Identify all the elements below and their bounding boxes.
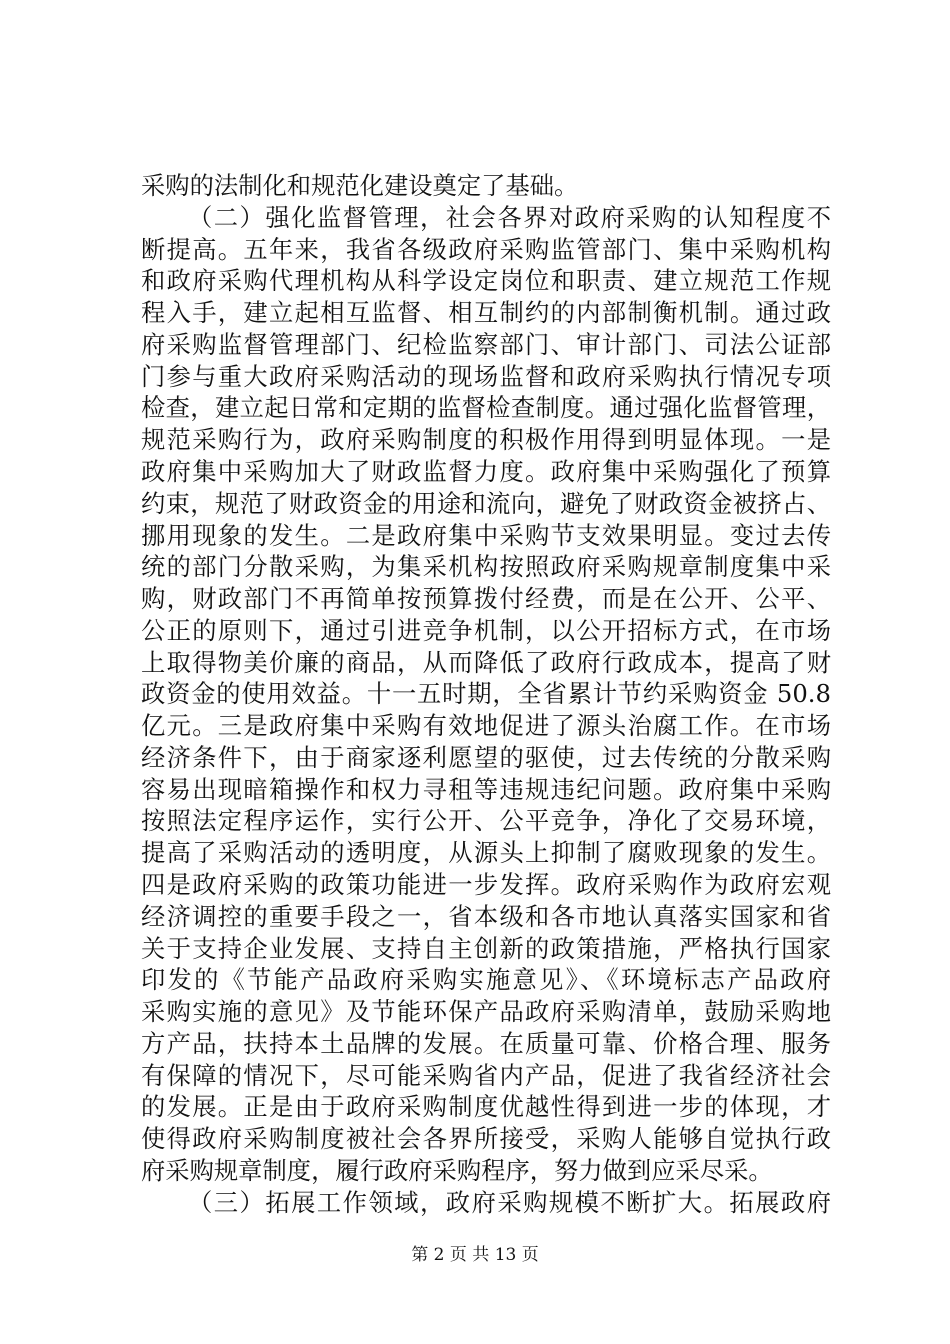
page-number-footer: 第 2 页 共 13 页 <box>411 1245 539 1265</box>
paragraph-3-heading-line: （三）拓展工作领域，政府采购规模不断扩大。拓展政府 <box>188 1188 831 1217</box>
text-line-28: 方产品，扶持本土品牌的发展。在质量可靠、价格合理、服务 <box>141 1029 831 1058</box>
text-line-11: 约束，规范了财政资金的用途和流向，避免了财政资金被挤占、 <box>141 489 831 518</box>
paragraph-2-heading-line: （二）强化监督管理，社会各界对政府采购的认知程度不 <box>188 203 831 232</box>
text-line-26: 印发的《节能产品政府采购实施意见》、《环境标志产品政府 <box>141 965 831 994</box>
text-line-8: 检查，建立起日常和定期的监督检查制度。通过强化监督管理， <box>141 393 831 422</box>
text-line-4: 和政府采购代理机构从科学设定岗位和职责、建立规范工作规 <box>141 266 831 295</box>
text-line-18: 亿元。三是政府集中采购有效地促进了源头治腐工作。在市场 <box>141 711 831 740</box>
text-line-5: 程入手，建立起相互监督、相互制约的内部制衡机制。通过政 <box>141 298 831 327</box>
text-line-16: 上取得物美价廉的商品，从而降低了政府行政成本，提高了财 <box>141 648 831 677</box>
text-line-12: 挪用现象的发生。二是政府集中采购节支效果明显。变过去传 <box>141 521 831 550</box>
text-line-22: 提高了采购活动的透明度，从源头上抑制了腐败现象的发生。 <box>141 838 831 867</box>
text-line-24: 经济调控的重要手段之一，省本级和各市地认真落实国家和省 <box>141 902 831 931</box>
text-line-6: 府采购监督管理部门、纪检监察部门、审计部门、司法公证部 <box>141 330 831 359</box>
text-line-13: 统的部门分散采购，为集采机构按照政府采购规章制度集中采 <box>141 552 831 581</box>
text-line-31: 使得政府采购制度被社会各界所接受，采购人能够自觉执行政 <box>141 1124 831 1153</box>
text-line-32: 府采购规章制度，履行政府采购程序，努力做到应采尽采。 <box>141 1156 773 1185</box>
text-line-9: 规范采购行为，政府采购制度的积极作用得到明显体现。一是 <box>141 425 831 454</box>
text-line-25: 关于支持企业发展、支持自主创新的政策措施，严格执行国家 <box>141 934 831 963</box>
text-line-17: 政资金的使用效益。十一五时期，全省累计节约采购资金 50.8 <box>141 679 831 708</box>
text-line-14: 购，财政部门不再简单按预算拨付经费，而是在公开、公平、 <box>141 584 831 613</box>
text-line-7: 门参与重大政府采购活动的现场监督和政府采购执行情况专项 <box>141 362 831 391</box>
text-line-23: 四是政府采购的政策功能进一步发挥。政府采购作为政府宏观 <box>141 870 831 899</box>
text-line-15: 公正的原则下，通过引进竞争机制，以公开招标方式，在市场 <box>141 616 831 645</box>
text-line-10: 政府集中采购加大了财政监督力度。政府集中采购强化了预算 <box>141 457 831 486</box>
text-line-21: 按照法定程序运作，实行公开、公平竞争，净化了交易环境， <box>141 806 831 835</box>
text-line-3: 断提高。五年来，我省各级政府采购监管部门、集中采购机构 <box>141 235 831 264</box>
text-line-20: 容易出现暗箱操作和权力寻租等违规违纪问题。政府集中采购 <box>141 775 831 804</box>
text-line-19: 经济条件下，由于商家逐利愿望的驱使，过去传统的分散采购 <box>141 743 831 772</box>
text-line-29: 有保障的情况下，尽可能采购省内产品，促进了我省经济社会 <box>141 1061 831 1090</box>
text-line-1: 采购的法制化和规范化建设奠定了基础。 <box>141 171 579 200</box>
text-line-27: 采购实施的意见》及节能环保产品政府采购清单，鼓励采购地 <box>141 997 831 1026</box>
text-line-30: 的发展。正是由于政府采购制度优越性得到进一步的体现，才 <box>141 1092 831 1121</box>
